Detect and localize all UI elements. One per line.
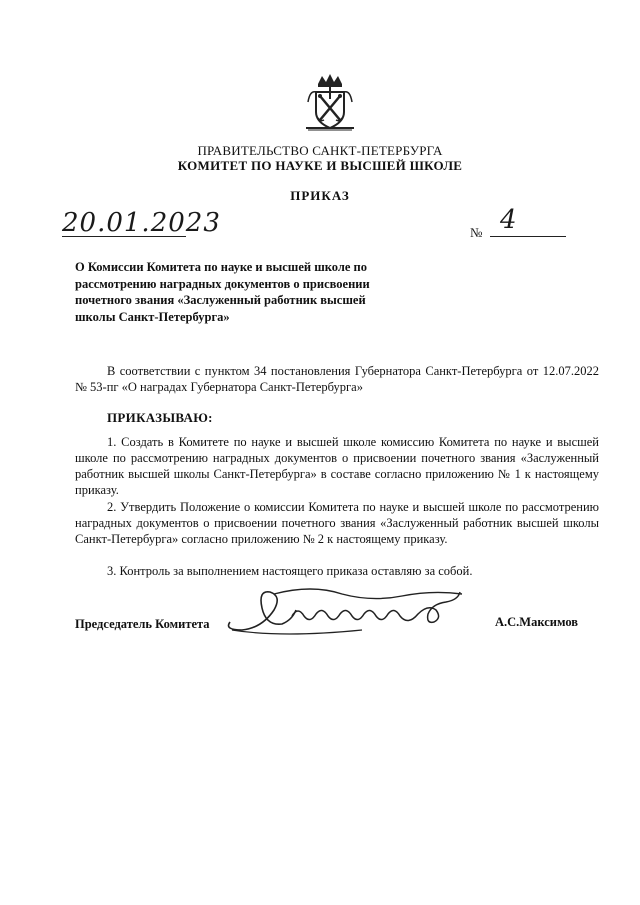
- order-date: 20.01.2023: [62, 208, 221, 238]
- order-number: 4: [500, 205, 517, 235]
- signatory-position: Председатель Комитета: [75, 617, 210, 631]
- decree-heading: ПРИКАЗЫВАЮ:: [107, 410, 213, 425]
- order-item-1: 1. Создать в Комитете по науке и высшей школе комиссию Комитета по науке и высшей школе по рассмотрению наградных документов о присвоении почетного звания «Заслуженный работник высшей школы Санкт-Петербурга» в составе согласно приложению № 1 к настоящему приказу.: [75, 435, 599, 497]
- signatory-name: А.С.Максимов: [495, 615, 579, 629]
- number-sign: №: [470, 225, 483, 240]
- coat-of-arms-icon: [304, 72, 356, 132]
- order-item-2: 2. Утвердить Положение о комиссии Комитета по науке и высшей школе по рассмотрению наградных документов о присвоении почетного звания «Заслуженный работник высшей школы Санкт-Петербурга» согласно приложению № 2 к настоящему приказу.: [75, 500, 599, 546]
- preamble-paragraph: В соответствии с пунктом 34 постановления Губернатора Санкт-Петербурга от 12.07.2022 № 53-пг «О наградах Губернатора Санкт-Петербурга»: [75, 364, 599, 394]
- government-title: ПРАВИТЕЛЬСТВО САНКТ-ПЕТЕРБУРГА: [197, 143, 443, 158]
- number-underline: [490, 236, 566, 237]
- order-subject: О Комиссии Комитета по науке и высшей школе по рассмотрению наградных документов о присвоении почетного звания «Заслуженный работник высшей школы Санкт-Петербурга»: [75, 260, 370, 324]
- document-type: ПРИКАЗ: [290, 188, 350, 203]
- order-item-3: 3. Контроль за выполнением настоящего приказа оставляю за собой.: [107, 564, 473, 578]
- handwritten-signature: [222, 580, 482, 640]
- committee-title: КОМИТЕТ ПО НАУКЕ И ВЫСШЕЙ ШКОЛЕ: [177, 158, 463, 173]
- date-underline: [62, 236, 186, 237]
